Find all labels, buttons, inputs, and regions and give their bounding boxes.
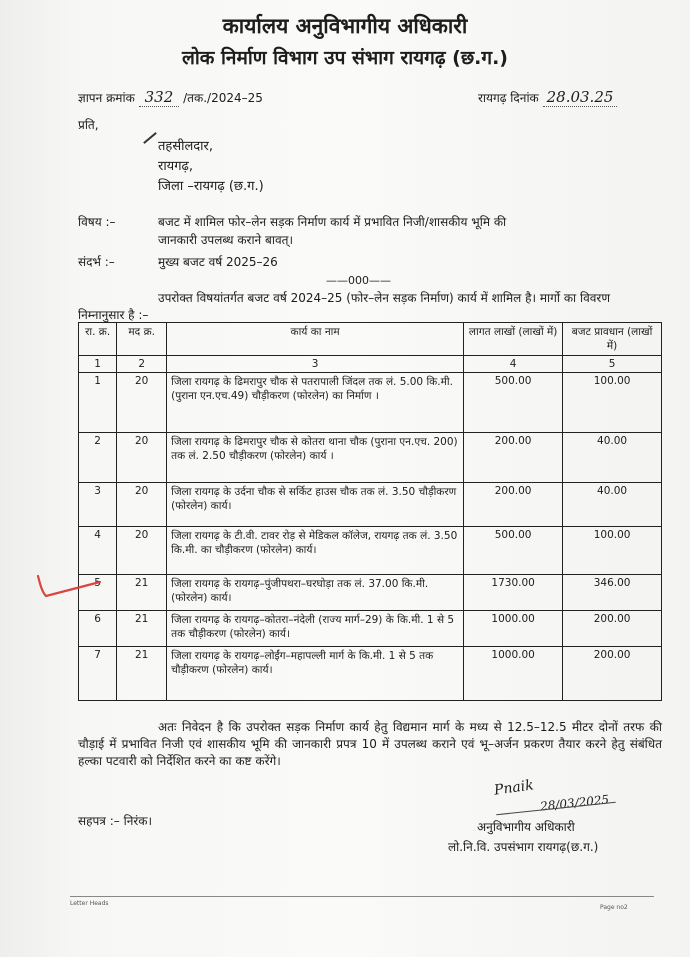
date-handwritten: 28.03.25 [543, 88, 618, 107]
recipient-line-1: तहसीलदार, [158, 139, 214, 154]
memo-number-handwritten: 332 [139, 88, 180, 107]
table-row [79, 575, 662, 611]
memo-prefix: ज्ञापन क्रमांक [78, 91, 135, 105]
reference-label: संदर्भ :– [78, 255, 115, 269]
row-budget: 200.00 [563, 611, 662, 647]
header-sno: रा. क्र. [79, 323, 117, 356]
row-head: 20 [117, 527, 167, 575]
row-budget: 40.00 [563, 483, 662, 527]
table-row [79, 483, 662, 527]
row-head: 20 [117, 373, 167, 433]
row-head: 20 [117, 483, 167, 527]
prati-label: प्रति, [78, 118, 99, 132]
subject-line-1: बजट में शामिल फोर–लेन सड़क निर्माण कार्य में प्रभावित निजी/शासकीय भूमि की [158, 215, 507, 229]
row-sno: 1 [79, 373, 117, 433]
row-work: जिला रायगढ़ के रायगढ़–लोईंग–महापल्ली मार्ग के कि.मी. 1 से 5 तक चौड़ीकरण (फोरलेन) कार्य। [167, 647, 464, 701]
row-sno: 7 [79, 647, 117, 701]
footer-divider [70, 896, 654, 897]
row-sno: 3 [79, 483, 117, 527]
row-sno: 5 [79, 575, 117, 611]
table-row [79, 611, 662, 647]
row-work: जिला रायगढ़ के उर्दना चौक से सर्किट हाउस चौक तक लं. 3.50 चौड़ीकरण (फोरलेन) कार्य। [167, 483, 464, 527]
footer-right: Page no2 [600, 904, 628, 911]
subject-text [158, 213, 658, 249]
row-sno: 2 [79, 433, 117, 483]
row-cost: 1000.00 [464, 611, 563, 647]
request-paragraph: अतः निवेदन है कि उपरोक्त सड़क निर्माण कार्य हेतु विद्यमान मार्ग के मध्य से 12.5–12.5 मीटर दोनों तरफ की चौड़ाई में प्रभावित निजी एवं शासकीय भूमि की जानकारी प्रपत्र 10 में उपलब्ध कराने एवं भू–अर्जन प्रकरण तैयार करने हेतु संबंधित हल्का पटवारी को निर्देशित करने का कष्ट करेंगे। [78, 720, 662, 768]
subject-line-2: जानकारी उपलब्ध कराने बावत्। [158, 233, 294, 247]
header-budget: बजट प्रावधान (लाखों में) [563, 323, 662, 356]
tick-mark [143, 132, 157, 144]
row-head: 21 [117, 575, 167, 611]
separator: ——000—— [326, 274, 391, 287]
signatory-title: अनुविभागीय अधिकारी [477, 820, 575, 834]
row-work: जिला रायगढ़ के ढिमरापुर चौक से पतरापाली जिंदल तक लं. 5.00 कि.मी. (पुराना एन.एच.49) चौड़ीकरण (फोरलेन) का निर्माण । [167, 373, 464, 433]
colnum-4: 4 [464, 356, 563, 373]
signature: Pnaik [493, 777, 535, 799]
colnum-3: 3 [167, 356, 464, 373]
row-work: जिला रायगढ़ के रायगढ़–कोतरा–नंदेली (राज्य मार्ग–29) के कि.मी. 1 से 5 तक चौड़ीकरण (फोरलेन) कार्य। [167, 611, 464, 647]
recipient-line-3: जिला –रायगढ़ (छ.ग.) [158, 179, 264, 194]
row-cost: 500.00 [464, 373, 563, 433]
enclosure: सहपत्र :– निरंक। [78, 814, 153, 828]
red-tick-mark [34, 570, 104, 600]
subject-label: विषय :– [78, 215, 116, 229]
colnum-5: 5 [563, 356, 662, 373]
memo-date [478, 88, 617, 106]
colnum-2: 2 [117, 356, 167, 373]
header-head: मद क्र. [117, 323, 167, 356]
header-cost: लागत लाखों (लाखों में) [464, 323, 563, 356]
table-row [79, 647, 662, 701]
table-row [79, 527, 662, 575]
row-budget: 100.00 [563, 373, 662, 433]
footer-left: Letter Heads [70, 900, 109, 907]
table-colnum-row [79, 356, 662, 373]
row-work: जिला रायगढ़ के रायगढ़–पुंजीपथरा–घरघोड़ा तक लं. 37.00 कि.मी. (फोरलेन) कार्य। [167, 575, 464, 611]
row-budget: 100.00 [563, 527, 662, 575]
row-budget: 40.00 [563, 433, 662, 483]
row-head: 21 [117, 647, 167, 701]
row-cost: 1730.00 [464, 575, 563, 611]
row-work: जिला रायगढ़ के टी.वी. टावर रोड़ से मेडिकल कॉलेज, रायगढ़ तक लं. 3.50 कि.मी. का चौड़ीकरण (फोरलेन) कार्य। [167, 527, 464, 575]
colnum-1: 1 [79, 356, 117, 373]
row-sno: 4 [79, 527, 117, 575]
row-cost: 200.00 [464, 483, 563, 527]
row-cost: 1000.00 [464, 647, 563, 701]
date-prefix: रायगढ़ दिनांक [478, 91, 539, 105]
table-row [79, 373, 662, 433]
row-cost: 500.00 [464, 527, 563, 575]
row-head: 21 [117, 611, 167, 647]
recipient-line-2: रायगढ़, [158, 159, 193, 174]
works-table [78, 322, 662, 701]
table-row [79, 433, 662, 483]
reference-text: मुख्य बजट वर्ष 2025–26 [158, 255, 278, 269]
memo-suffix: /तक./2024–25 [183, 91, 263, 105]
signatory-office: लो.नि.वि. उपसंभाग रायगढ़(छ.ग.) [448, 840, 599, 854]
row-cost: 200.00 [464, 433, 563, 483]
table-header-row [79, 323, 662, 356]
office-heading: कार्यालय अनुविभागीय अधिकारी [222, 14, 468, 38]
row-budget: 200.00 [563, 647, 662, 701]
intro-paragraph: उपरोक्त विषयांतर्गत बजट वर्ष 2024–25 (फोर–लेन सड़क निर्माण) कार्य में शामिल है। मार्गो का विवरण निम्नानुसार है :– [78, 291, 611, 322]
row-budget: 346.00 [563, 575, 662, 611]
department-heading: लोक निर्माण विभाग उप संभाग रायगढ़ (छ.ग.) [182, 47, 508, 69]
row-sno: 6 [79, 611, 117, 647]
header-work: कार्य का नाम [167, 323, 464, 356]
signature-date: 28/03/2025 [539, 792, 610, 814]
row-head: 20 [117, 433, 167, 483]
memo-number [78, 88, 263, 106]
row-work: जिला रायगढ़ के ढिमरापुर चौक से कोतरा थाना चौक (पुराना एन.एच. 200) तक लं. 2.50 चौड़ीकरण (फोरलेन) कार्य । [167, 433, 464, 483]
